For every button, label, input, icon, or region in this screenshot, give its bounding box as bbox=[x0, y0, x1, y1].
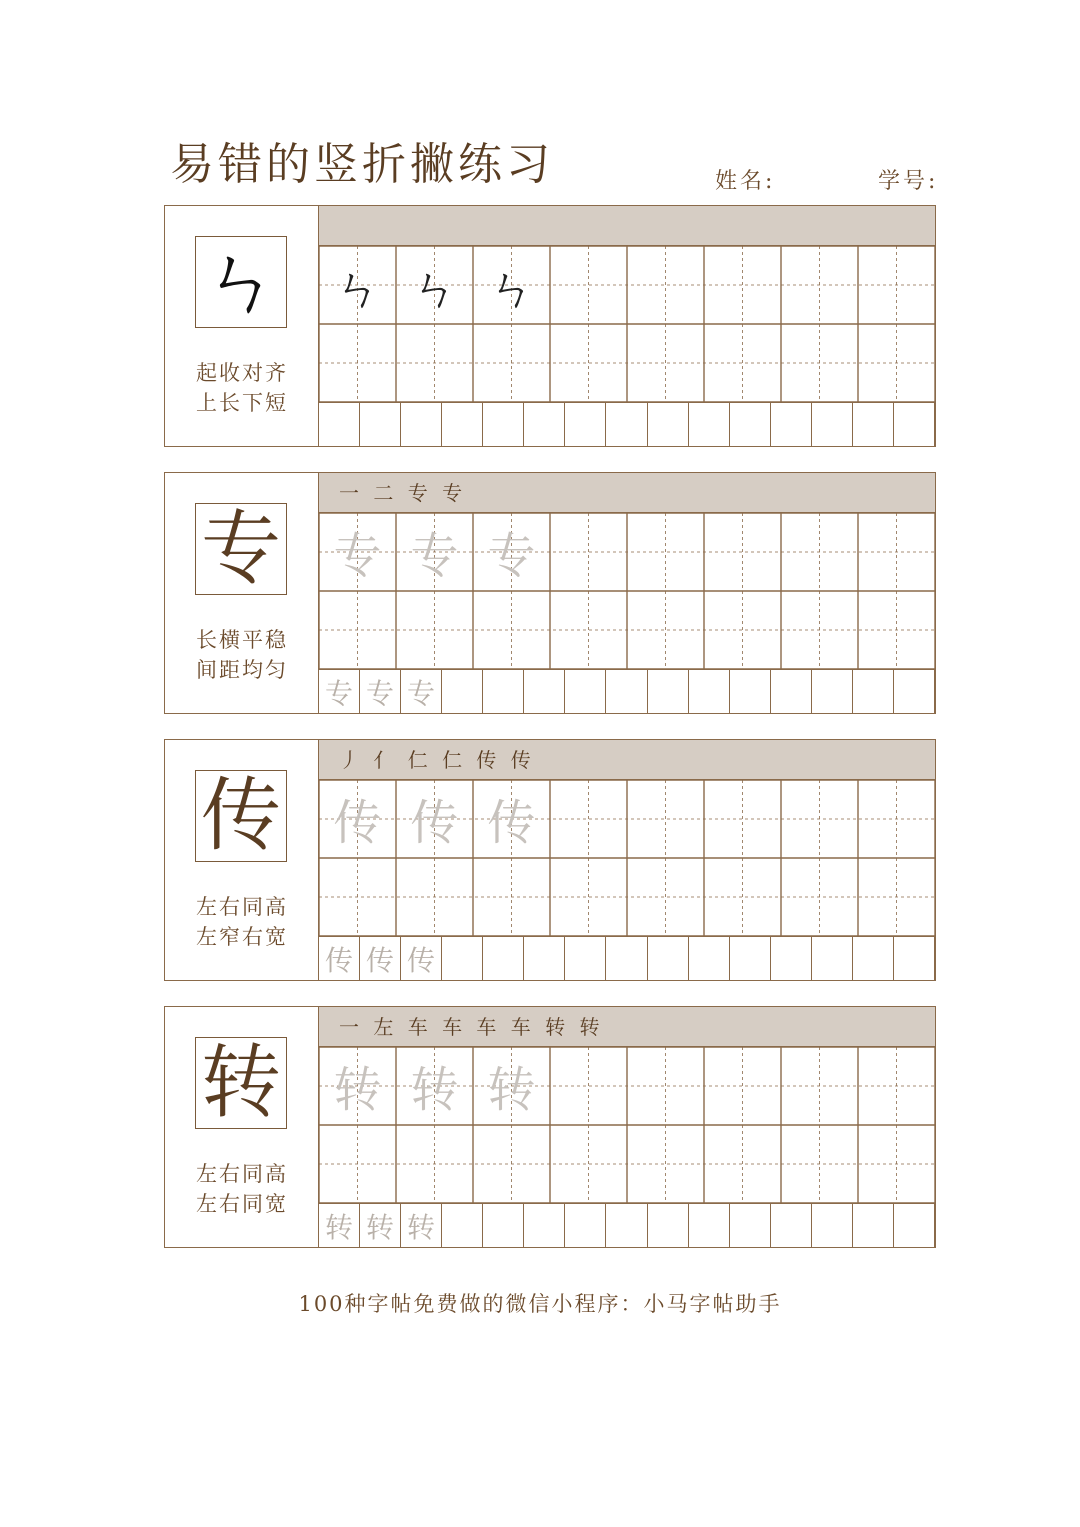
model-char: ㄣ bbox=[201, 235, 281, 328]
small-practice-cell[interactable] bbox=[648, 937, 689, 980]
small-practice-cell[interactable] bbox=[442, 937, 483, 980]
trace-char: 转 bbox=[410, 1062, 459, 1118]
small-practice-cell[interactable] bbox=[689, 937, 730, 980]
small-practice-row[interactable] bbox=[319, 402, 935, 446]
tip-line-2: 左窄右宽 bbox=[196, 925, 288, 949]
small-trace-char: 传 bbox=[360, 937, 401, 980]
model-char-box bbox=[195, 770, 287, 862]
small-practice-cell[interactable] bbox=[360, 403, 401, 446]
small-practice-cell[interactable] bbox=[853, 937, 894, 980]
small-trace-char: 专 bbox=[401, 670, 442, 713]
small-practice-cell[interactable] bbox=[524, 937, 565, 980]
small-practice-cell[interactable] bbox=[565, 1204, 606, 1247]
small-practice-cell[interactable] bbox=[730, 937, 771, 980]
small-practice-cell[interactable] bbox=[894, 1204, 935, 1247]
practice-section bbox=[164, 1006, 936, 1248]
tip-line-1: 左右同高 bbox=[196, 895, 288, 919]
small-practice-row[interactable] bbox=[319, 669, 935, 713]
student-id-label: 学号: bbox=[878, 169, 939, 194]
small-practice-cell[interactable] bbox=[812, 937, 853, 980]
small-practice-cell[interactable] bbox=[812, 670, 853, 713]
model-char-box bbox=[195, 503, 287, 595]
small-practice-cell[interactable] bbox=[771, 670, 812, 713]
model-char: 转 bbox=[201, 1036, 281, 1129]
small-practice-cell[interactable] bbox=[894, 937, 935, 980]
model-char-box bbox=[195, 1037, 287, 1129]
trace-char: ㄣ bbox=[410, 261, 459, 317]
small-practice-cell[interactable] bbox=[853, 403, 894, 446]
small-practice-cell[interactable] bbox=[606, 670, 647, 713]
small-practice-cell[interactable] bbox=[319, 403, 360, 446]
small-trace-char: 转 bbox=[360, 1204, 401, 1247]
small-practice-cell[interactable] bbox=[730, 403, 771, 446]
small-practice-cell[interactable] bbox=[442, 670, 483, 713]
small-practice-cell[interactable] bbox=[401, 403, 442, 446]
small-practice-cell[interactable] bbox=[483, 937, 524, 980]
small-practice-cell[interactable] bbox=[483, 403, 524, 446]
tip-line-2: 左右同宽 bbox=[196, 1192, 288, 1216]
writing-grid[interactable] bbox=[319, 513, 935, 669]
small-practice-cell[interactable] bbox=[483, 1204, 524, 1247]
stroke-order-bar bbox=[319, 206, 935, 246]
model-char: 专 bbox=[201, 502, 281, 595]
model-panel bbox=[165, 473, 319, 713]
small-practice-cell[interactable] bbox=[689, 670, 730, 713]
small-practice-cell[interactable] bbox=[812, 1204, 853, 1247]
small-practice-cell[interactable] bbox=[689, 1204, 730, 1247]
trace-char: 专 bbox=[410, 528, 459, 584]
small-practice-row[interactable] bbox=[319, 1203, 935, 1247]
small-practice-cell[interactable] bbox=[442, 403, 483, 446]
small-trace-char: 传 bbox=[319, 937, 360, 980]
small-practice-cell[interactable] bbox=[648, 1204, 689, 1247]
small-practice-cell[interactable] bbox=[689, 403, 730, 446]
small-practice-cell[interactable] bbox=[730, 670, 771, 713]
small-practice-cell[interactable] bbox=[730, 1204, 771, 1247]
small-practice-cell[interactable] bbox=[771, 937, 812, 980]
writing-grid[interactable] bbox=[319, 1047, 935, 1203]
small-practice-cell[interactable] bbox=[853, 1204, 894, 1247]
small-trace-char: 转 bbox=[401, 1204, 442, 1247]
practice-section bbox=[164, 739, 936, 981]
writing-grid[interactable] bbox=[319, 780, 935, 936]
small-practice-cell[interactable] bbox=[853, 670, 894, 713]
name-label: 姓名: bbox=[715, 169, 776, 194]
model-panel bbox=[165, 740, 319, 980]
small-practice-row[interactable] bbox=[319, 936, 935, 980]
small-practice-cell[interactable] bbox=[771, 1204, 812, 1247]
small-practice-cell[interactable] bbox=[894, 403, 935, 446]
small-trace-char: 转 bbox=[319, 1204, 360, 1247]
small-practice-cell[interactable] bbox=[565, 403, 606, 446]
trace-char: 转 bbox=[487, 1062, 536, 1118]
small-practice-cell[interactable] bbox=[648, 670, 689, 713]
tip-line-1: 起收对齐 bbox=[196, 361, 288, 385]
trace-char: 转 bbox=[333, 1062, 382, 1118]
small-practice-cell[interactable] bbox=[524, 1204, 565, 1247]
small-practice-cell[interactable] bbox=[565, 670, 606, 713]
small-practice-cell[interactable] bbox=[771, 403, 812, 446]
trace-char: ㄣ bbox=[333, 261, 382, 317]
trace-char: 专 bbox=[333, 528, 382, 584]
small-practice-cell[interactable] bbox=[483, 670, 524, 713]
page-title: 易错的竖折撇练习 bbox=[170, 139, 554, 190]
tip-line-1: 左右同高 bbox=[196, 1162, 288, 1186]
practice-section bbox=[164, 205, 936, 447]
footer-note: 100种字帖免费做的微信小程序：小马字帖助手 bbox=[298, 1292, 782, 1316]
trace-char: 传 bbox=[410, 795, 459, 851]
stroke-order-bar: 一 左 车 车 车 车 转 转 bbox=[319, 1007, 935, 1047]
small-practice-cell[interactable] bbox=[606, 403, 647, 446]
small-practice-cell[interactable] bbox=[524, 403, 565, 446]
small-trace-char: 专 bbox=[319, 670, 360, 713]
small-practice-cell[interactable] bbox=[442, 1204, 483, 1247]
trace-char: ㄣ bbox=[487, 261, 536, 317]
trace-char: 专 bbox=[487, 528, 536, 584]
small-practice-cell[interactable] bbox=[894, 670, 935, 713]
stroke-order-bar: 一 二 专 专 bbox=[319, 473, 935, 513]
small-trace-char: 传 bbox=[401, 937, 442, 980]
small-practice-cell[interactable] bbox=[606, 937, 647, 980]
model-panel bbox=[165, 206, 319, 446]
small-practice-cell[interactable] bbox=[812, 403, 853, 446]
tip-line-2: 上长下短 bbox=[196, 391, 288, 415]
stroke-order-bar: 丿 亻 仁 仁 传 传 bbox=[319, 740, 935, 780]
model-panel bbox=[165, 1007, 319, 1247]
small-practice-cell[interactable] bbox=[565, 937, 606, 980]
writing-grid[interactable] bbox=[319, 246, 935, 402]
tip-line-1: 长横平稳 bbox=[196, 628, 288, 652]
trace-char: 传 bbox=[487, 795, 536, 851]
tip-line-2: 间距均匀 bbox=[196, 658, 288, 682]
model-char-box bbox=[195, 236, 287, 328]
small-practice-cell[interactable] bbox=[648, 403, 689, 446]
small-practice-cell[interactable] bbox=[524, 670, 565, 713]
small-practice-cell[interactable] bbox=[606, 1204, 647, 1247]
practice-section bbox=[164, 472, 936, 714]
small-trace-char: 专 bbox=[360, 670, 401, 713]
model-char: 传 bbox=[201, 769, 281, 862]
trace-char: 传 bbox=[333, 795, 382, 851]
